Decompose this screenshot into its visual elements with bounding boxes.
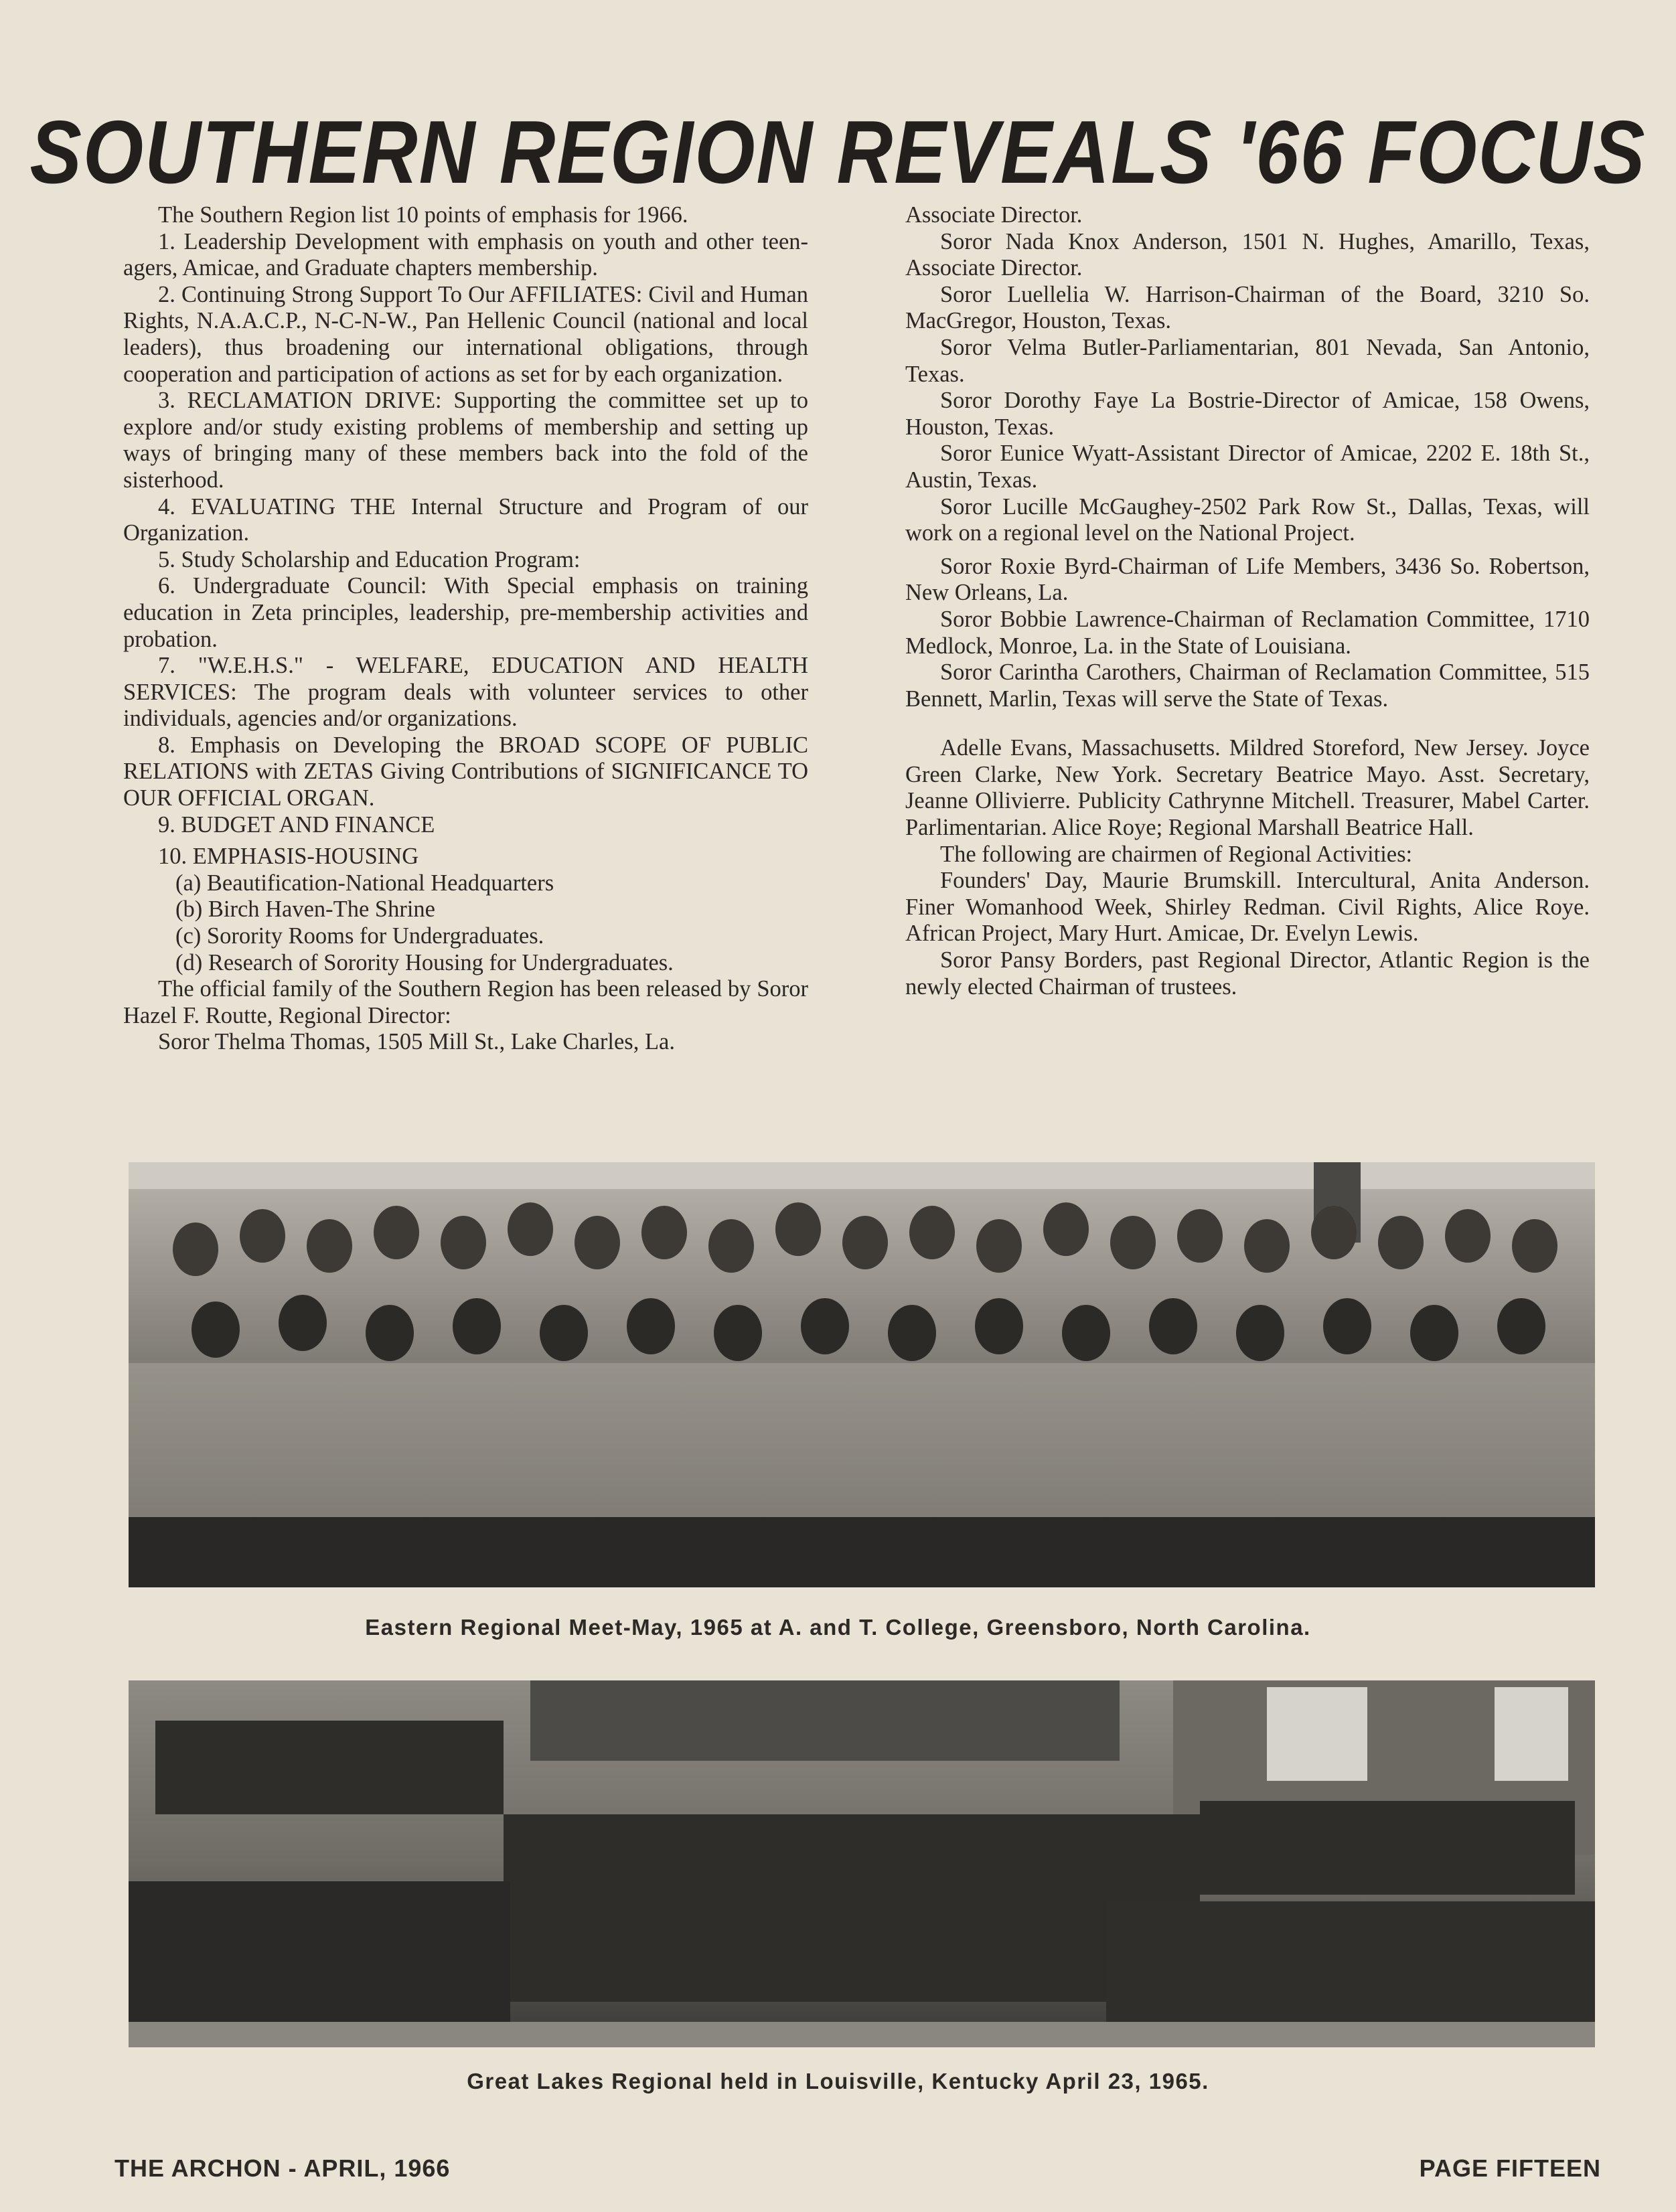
paragraph: Adelle Evans, Massachusetts. Mildred Storeford, New Jersey. Joyce Green Clarke, New York. Secretary Beatrice Mayo. Asst. Secretary, Jeanne Ollivierre. Publicity Cathrynne Mitchell. Treasurer, Mabel Carter. Parlimentarian. Alice Roye; Regional Marshall Beatrice Hall.	[905, 735, 1590, 841]
paragraph: 8. Emphasis on Developing the BROAD SCOPE OF PUBLIC RELATIONS with ZETAS Giving Contributions of SIGNIFICANCE TO OUR OFFICIAL ORGAN.	[123, 732, 808, 811]
paragraph: Soror Pansy Borders, past Regional Director, Atlantic Region is the newly elected Chairman of trustees.	[905, 947, 1590, 1000]
paragraph: 1. Leadership Development with emphasis on youth and other teen-agers, Amicae, and Graduate chapters membership.	[123, 228, 808, 281]
paragraph: 2. Continuing Strong Support To Our AFFILIATES: Civil and Human Rights, N.A.A.C.P., N-C-N-W., Pan Hellenic Council (national and local leaders), thus broadening our international obligations, through cooperation and participation of actions as set for by each organization.	[123, 281, 808, 387]
paragraph: 4. EVALUATING THE Internal Structure and Program of our Organization.	[123, 493, 808, 546]
paragraph: Associate Director.	[905, 202, 1083, 228]
great-lakes-regional-photo	[129, 1680, 1595, 2047]
list-item: (c) Sorority Rooms for Undergraduates.	[175, 923, 544, 949]
paragraph: Soror Luellelia W. Harrison-Chairman of the Board, 3210 So. MacGregor, Houston, Texas.	[905, 281, 1590, 334]
paragraph: 5. Study Scholarship and Education Program:	[158, 546, 581, 572]
paragraph: Soror Lucille McGaughey-2502 Park Row St., Dallas, Texas, will work on a regional level on the National Project.	[905, 493, 1590, 546]
photo-caption: Great Lakes Regional held in Louisville, Kentucky April 23, 1965.	[467, 2069, 1209, 2094]
paragraph: 9. BUDGET AND FINANCE	[158, 811, 435, 838]
paragraph: Soror Eunice Wyatt-Assistant Director of Amicae, 2202 E. 18th St., Austin, Texas.	[905, 441, 1590, 493]
photo-caption: Eastern Regional Meet-May, 1965 at A. and T. College, Greensboro, North Carolina.	[365, 1615, 1311, 1640]
paragraph: Soror Bobbie Lawrence-Chairman of Reclamation Committee, 1710 Medlock, Monroe, La. in the State of Louisiana.	[905, 606, 1590, 659]
paragraph: Founders' Day, Maurie Brumskill. Intercultural, Anita Anderson. Finer Womanhood Week, Shirley Redman. Civil Rights, Alice Roye. African Project, Mary Hurt. Amicae, Dr. Evelyn Lewis.	[905, 868, 1590, 947]
eastern-regional-photo	[129, 1162, 1595, 1587]
paragraph: Soror Thelma Thomas, 1505 Mill St., Lake Charles, La.	[158, 1029, 675, 1055]
paragraph: The following are chairmen of Regional Activities:	[940, 841, 1413, 867]
page-number: PAGE FIFTEEN	[1419, 2154, 1601, 2182]
article-left-column	[123, 202, 808, 1056]
publication-footer: THE ARCHON - APRIL, 1966	[115, 2154, 451, 2182]
paragraph: 6. Undergraduate Council: With Special emphasis on training education in Zeta principles, leadership, pre-membership activities and probation.	[123, 573, 808, 652]
list-item: (a) Beautification-National Headquarters	[175, 870, 554, 896]
paragraph: Soror Carintha Carothers, Chairman of Reclamation Committee, 515 Bennett, Marlin, Texas will serve the State of Texas.	[905, 659, 1590, 712]
article-right-column	[905, 202, 1590, 1000]
paragraph: Soror Nada Knox Anderson, 1501 N. Hughes, Amarillo, Texas, Associate Director.	[905, 228, 1590, 281]
list-item: (b) Birch Haven-The Shrine	[175, 896, 435, 923]
paragraph: Soror Dorothy Faye La Bostrie-Director of Amicae, 158 Owens, Houston, Texas.	[905, 388, 1590, 440]
paragraph: The official family of the Southern Region has been released by Soror Hazel F. Routte, Regional Director:	[123, 976, 808, 1028]
list-item: (d) Research of Sorority Housing for Undergraduates.	[175, 949, 674, 975]
paragraph: 3. RECLAMATION DRIVE: Supporting the committee set up to explore and/or study existing problems of membership and setting up ways of bringing many of these members back into the fold of the sisterhood.	[123, 388, 808, 493]
paragraph: 7. "W.E.H.S." - WELFARE, EDUCATION AND HEALTH SERVICES: The program deals with volunteer services to other individuals, agencies and/or organizations.	[123, 653, 808, 732]
paragraph: The Southern Region list 10 points of emphasis for 1966.	[158, 202, 688, 228]
paragraph: 10. EMPHASIS-HOUSING	[158, 844, 419, 870]
paragraph: Soror Roxie Byrd-Chairman of Life Members, 3436 So. Robertson, New Orleans, La.	[905, 553, 1590, 606]
paragraph: Soror Velma Butler-Parliamentarian, 801 Nevada, San Antonio, Texas.	[905, 334, 1590, 387]
headline: SOUTHERN REGION REVEALS '66 FOCUS	[29, 102, 1647, 202]
